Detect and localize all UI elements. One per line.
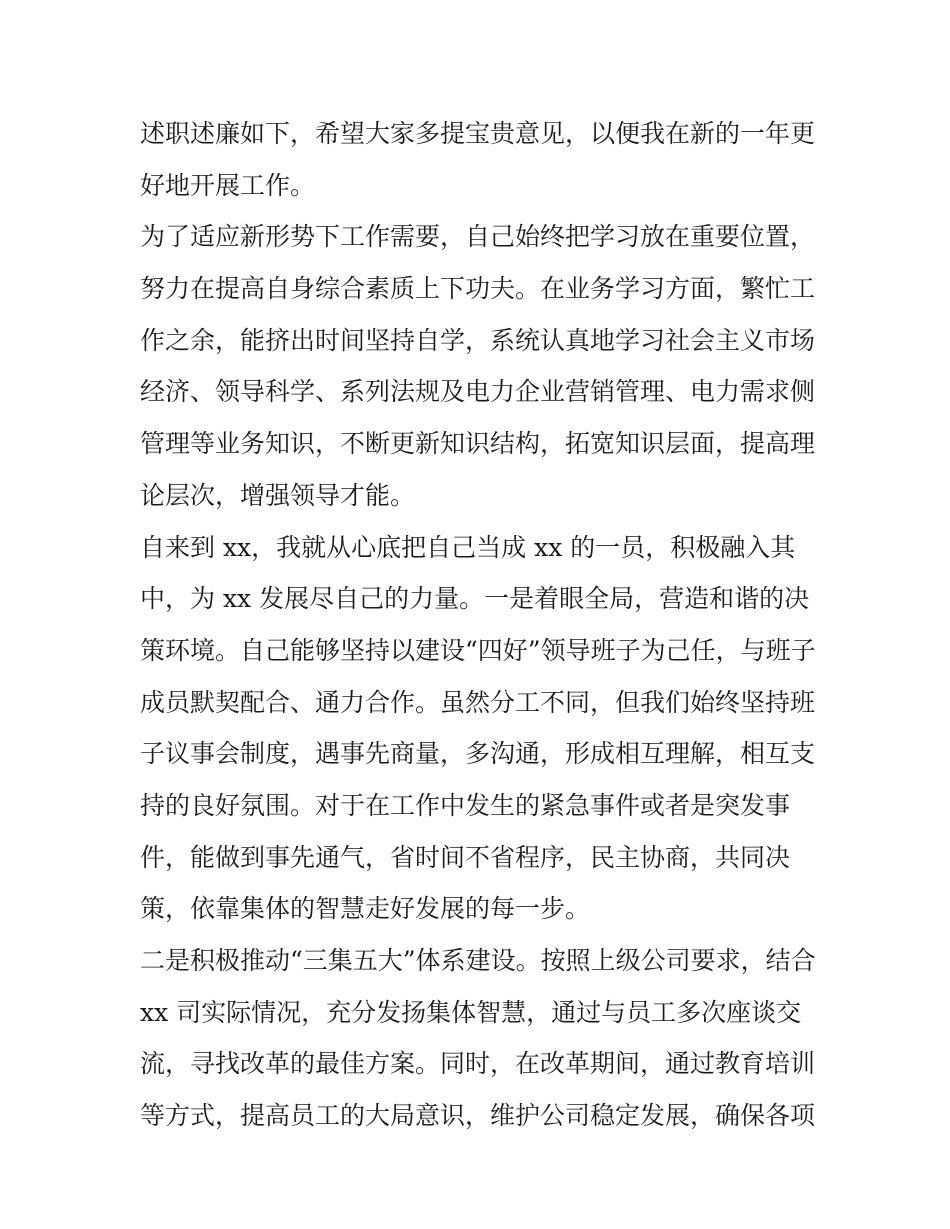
text-line: 经济、领导科学、系列法规及电力企业营销管理、电力需求侧 <box>140 377 816 407</box>
text-line: 述职述廉如下，希望大家多提宝贵意见，以便我在新的一年更 <box>140 119 816 148</box>
text-line: 策环境。自己能够坚持以建设“四好”领导班子为己任，与班子 <box>140 635 816 665</box>
text-line: 持的良好氛围。对于在工作中发生的紧急事件或者是突发事 <box>140 790 791 820</box>
text-line: xx 司实际情况，充分发扬集体智慧，通过与员工多次座谈交 <box>140 997 802 1027</box>
text-line: 为了适应新形势下工作需要，自己始终把学习放在重要位置， <box>140 222 816 252</box>
text-line: 论层次，增强领导才能。 <box>140 480 416 510</box>
text-line: 等方式，提高员工的大局意识，维护公司稳定发展，确保各项 <box>140 1101 816 1131</box>
text-line: 二是积极推动“三集五大”体系建设。按照上级公司要求，结合 <box>140 946 816 975</box>
text-line: 策，依靠集体的智慧走好发展的每一步。 <box>140 894 591 924</box>
text-line: 件，能做到事先通气，省时间不省程序，民主协商，共同决 <box>140 842 791 872</box>
text-line: 子议事会制度，遇事先商量，多沟通，形成相互理解，相互支 <box>140 739 816 769</box>
text-line: 自来到 xx，我就从心底把自己当成 xx 的一员，积极融入其 <box>140 532 796 562</box>
text-line: 努力在提高自身综合素质上下功夫。在业务学习方面，繁忙工 <box>140 274 816 304</box>
text-line: 管理等业务知识，不断更新知识结构，拓宽知识层面，提高理 <box>140 429 816 459</box>
text-line: 流，寻找改革的最佳方案。同时，在改革期间，通过教育培训 <box>140 1049 816 1079</box>
text-line: 成员默契配合、通力合作。虽然分工不同，但我们始终坚持班 <box>140 687 816 717</box>
text-line: 好地开展工作。 <box>140 170 316 200</box>
text-line: 作之余，能挤出时间坚持自学，系统认真地学习社会主义市场 <box>140 325 816 355</box>
text-line: 中，为 xx 发展尽自己的力量。一是着眼全局，营造和谐的决 <box>140 584 810 614</box>
document-body <box>140 108 815 1142</box>
